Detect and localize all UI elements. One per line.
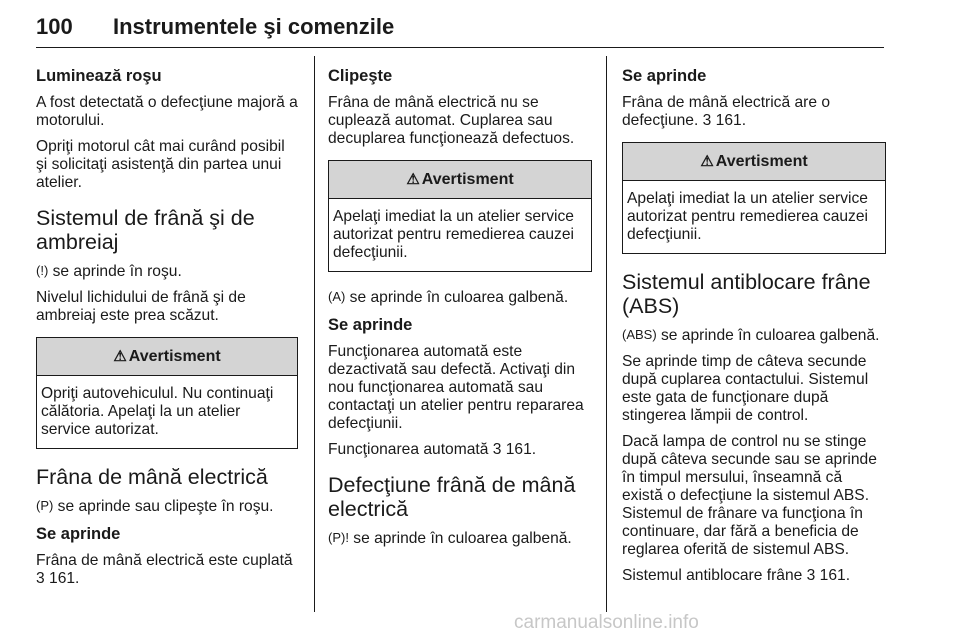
page-title: Instrumentele şi comenzile — [113, 14, 395, 39]
ref-arrow-icon: 3 — [702, 112, 712, 129]
paragraph: (P)! se aprinde în culoarea galbenă. — [328, 530, 572, 547]
paragraph: (A) se aprinde în culoarea galbenă. — [328, 289, 569, 306]
warning-header: ⚠ Avertisment — [623, 143, 885, 181]
warning-header: ⚠ Avertisment — [37, 338, 297, 376]
heading-on: Se aprinde — [622, 67, 707, 85]
header-rule — [36, 47, 884, 48]
auto-brake-icon: (A) — [328, 289, 346, 304]
column-divider-2 — [606, 56, 607, 612]
warning-box — [328, 160, 592, 272]
brake-warning-icon: (!) — [36, 263, 49, 278]
paragraph: (P) se aprinde sau clipeşte în roşu. — [36, 498, 274, 515]
ref-arrow-icon: 3 — [492, 441, 502, 458]
paragraph: Opriţi motorul cât mai curând posibil şi solicitaţi asistenţă din partea unui atelier. — [36, 138, 285, 191]
paragraph: Se aprinde timp de câteva secunde după cuplarea contactului. Sistemul este gata de funcţionare după stingerea lămpii de control. — [622, 353, 869, 424]
section-heading-brake: Sistemul de frână şi de ambreiaj — [36, 206, 255, 254]
paragraph: Funcţionarea automată este dezactivată sau defectă. Activaţi din nou funcţionarea automată sau contactaţi un atelier pentru repararea defecţiunii. — [328, 343, 584, 432]
page-number: 100 — [36, 14, 73, 39]
section-heading-abs: Sistemul antiblocare frâne (ABS) — [622, 270, 871, 318]
page-reference[interactable]: 161. — [49, 570, 80, 587]
section-heading-epb: Frâna de mână electrică — [36, 465, 268, 489]
warning-triangle-icon: ⚠ — [113, 347, 127, 365]
column-3 — [622, 66, 886, 593]
heading-on: Se aprinde — [328, 316, 413, 334]
paragraph: Frâna de mână electrică nu se cuplează automat. Cuplarea sau decuplarea funcţionează defectuos. — [328, 94, 575, 147]
parking-brake-fault-icon: (P)! — [328, 530, 349, 545]
section-heading-epb-fault: Defecţiune frână de mână electrică — [328, 473, 576, 521]
heading-flash: Clipeşte — [328, 67, 393, 85]
column-divider-1 — [314, 56, 315, 612]
page-header — [36, 14, 884, 46]
heading-red: Luminează roşu — [36, 67, 162, 85]
page-reference[interactable]: 161. — [819, 567, 851, 584]
paragraph: A fost detectată o defecţiune majoră a motorului. — [36, 94, 298, 129]
page-reference[interactable]: 161. — [715, 112, 747, 129]
page-reference[interactable]: 161. — [505, 441, 537, 458]
warning-triangle-icon: ⚠ — [406, 170, 420, 188]
paragraph: (!) se aprinde în roşu. — [36, 263, 182, 280]
paragraph: Nivelul lichidului de frână şi de ambreiaj este prea scăzut. — [36, 289, 246, 324]
warning-header: ⚠ Avertisment — [329, 161, 591, 199]
paragraph: Dacă lampa de control nu se stinge după câteva secunde sau se aprinde în timpul mersului, înseamnă că există o defecţiune la sistemul ABS. Sistemul de frânare va funcţiona în continuare, dar fără a beneficia de reglarea oferită de sistemul ABS. — [622, 433, 877, 558]
column-1 — [36, 66, 298, 596]
paragraph: Frâna de mână electrică are o defecţiune. 3 161. — [622, 94, 831, 129]
abs-icon: (ABS) — [622, 327, 657, 342]
ref-arrow-icon: 3 — [806, 567, 816, 584]
ref-arrow-icon: 3 — [36, 570, 45, 587]
warning-triangle-icon: ⚠ — [700, 152, 714, 170]
parking-brake-icon: (P) — [36, 498, 54, 513]
warning-text: Opriţi autovehiculul. Nu continuaţi călătoria. Apelaţi la un atelier service autorizat. — [41, 385, 274, 438]
paragraph: Sistemul antiblocare frâne 3 161. — [622, 567, 851, 584]
watermark: carmanualsonline.info — [514, 612, 699, 633]
warning-text: Apelaţi imediat la un atelier service autorizat pentru remedierea cauzei defecţiunii. — [333, 208, 574, 261]
paragraph: (ABS) se aprinde în culoarea galbenă. — [622, 327, 880, 344]
warning-box — [622, 142, 886, 254]
heading-on: Se aprinde — [36, 525, 121, 543]
paragraph: Funcţionarea automată 3 161. — [328, 441, 537, 458]
warning-text: Apelaţi imediat la un atelier service autorizat pentru remedierea cauzei defecţiunii. — [627, 190, 868, 243]
paragraph: Frâna de mână electrică este cuplată 3 161. — [36, 552, 293, 587]
warning-box — [36, 337, 298, 449]
column-2 — [328, 66, 592, 556]
